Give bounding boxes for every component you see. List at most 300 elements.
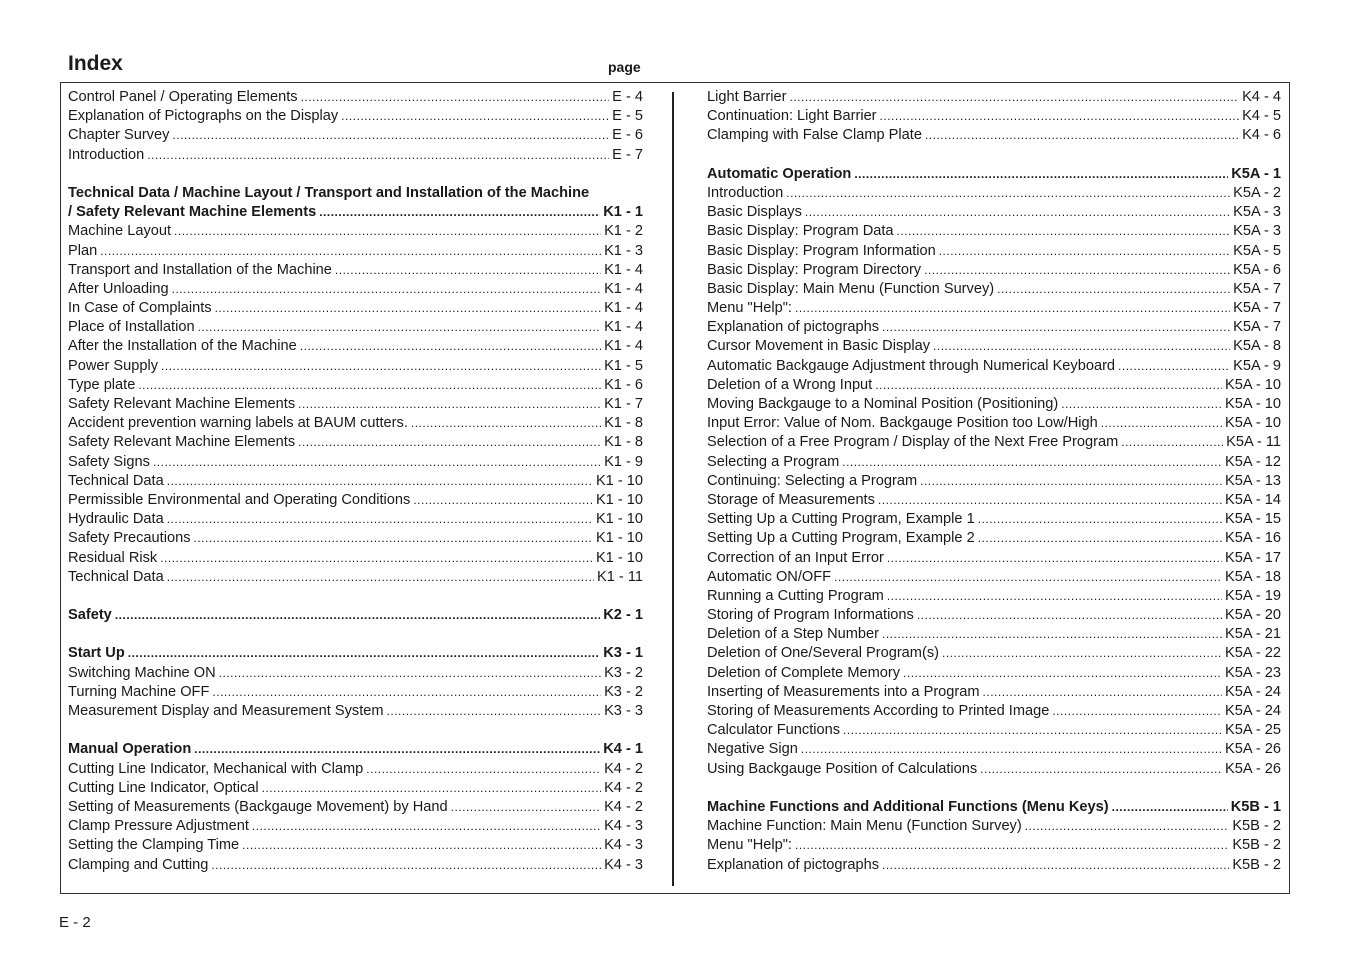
index-entry bbox=[68, 760, 643, 779]
dot-leader bbox=[252, 817, 601, 836]
index-entry bbox=[68, 414, 643, 433]
index-entry bbox=[707, 433, 1281, 452]
index-entry-page: K3 - 2 bbox=[604, 683, 643, 700]
index-entry-page: K5A - 2 bbox=[1233, 184, 1281, 201]
dot-leader bbox=[366, 760, 601, 779]
dot-leader bbox=[100, 242, 601, 261]
dot-leader bbox=[174, 222, 601, 241]
index-entry-page: E - 7 bbox=[612, 146, 643, 163]
index-entry-title: Light Barrier bbox=[707, 89, 787, 105]
dot-leader bbox=[920, 472, 1222, 491]
index-entry-title: Basic Display: Program Information bbox=[707, 242, 936, 259]
dot-leader bbox=[854, 165, 1228, 184]
index-entry-title: Deletion of One/Several Program(s) bbox=[707, 645, 939, 662]
index-entry bbox=[68, 126, 643, 145]
dot-leader bbox=[903, 664, 1222, 683]
dot-leader bbox=[161, 357, 601, 376]
index-entry-title: Basic Display: Program Directory bbox=[707, 261, 922, 278]
index-entry bbox=[707, 664, 1281, 683]
index-entry-page: K1 - 8 bbox=[604, 415, 643, 432]
index-entry-page: K1 - 9 bbox=[604, 453, 643, 470]
index-entry-title: Safety Relevant Machine Elements bbox=[68, 434, 296, 451]
index-entry-page: K1 - 4 bbox=[604, 280, 643, 297]
index-entry bbox=[707, 760, 1281, 779]
dot-leader bbox=[882, 856, 1229, 875]
index-entry bbox=[707, 88, 1281, 107]
dot-leader bbox=[875, 376, 1222, 395]
index-entry-page: E - 6 bbox=[612, 127, 643, 144]
index-entry bbox=[68, 242, 643, 261]
footer-page-number: E - 2 bbox=[59, 914, 91, 931]
index-entry bbox=[68, 798, 643, 817]
index-entry bbox=[707, 395, 1281, 414]
index-entry-title: Start Up bbox=[68, 645, 125, 662]
dot-leader bbox=[980, 760, 1222, 779]
index-entry-title: Moving Backgauge to a Nominal Position (Positioning) bbox=[707, 396, 1059, 412]
index-entry bbox=[707, 472, 1281, 491]
dot-leader bbox=[882, 318, 1230, 337]
index-entry bbox=[707, 280, 1281, 299]
index-entry-page: K1 - 11 bbox=[597, 568, 643, 585]
index-entry-page: K1 - 4 bbox=[604, 261, 643, 278]
index-entry bbox=[707, 184, 1281, 203]
index-entry-page: K5A - 20 bbox=[1225, 607, 1281, 624]
index-entry-title: After the Installation of the Machine bbox=[68, 338, 297, 355]
dot-leader bbox=[795, 299, 1230, 318]
dot-leader bbox=[801, 740, 1222, 759]
dot-leader bbox=[147, 146, 609, 165]
index-entry-title: Turning Machine OFF bbox=[68, 683, 210, 700]
dot-leader bbox=[215, 299, 601, 318]
index-entry-page: K1 - 8 bbox=[604, 434, 643, 451]
dot-leader bbox=[842, 453, 1222, 472]
dot-leader bbox=[219, 664, 601, 683]
index-entry-page: K5A - 26 bbox=[1225, 741, 1281, 758]
dot-leader bbox=[978, 529, 1222, 548]
dot-leader bbox=[198, 318, 602, 337]
dot-leader bbox=[115, 606, 600, 625]
index-entry-page: K1 - 4 bbox=[604, 319, 643, 336]
index-entry-title: Cutting Line Indicator, Optical bbox=[68, 779, 259, 796]
index-entry bbox=[68, 472, 643, 491]
index-entry-page: K5A - 7 bbox=[1233, 300, 1281, 317]
index-entry bbox=[707, 261, 1281, 280]
index-entry bbox=[68, 337, 643, 356]
dot-leader bbox=[887, 587, 1222, 606]
index-entry-title: Measurement Display and Measurement System bbox=[68, 703, 384, 719]
dot-leader bbox=[795, 836, 1229, 855]
index-entry bbox=[707, 299, 1281, 318]
index-entry bbox=[68, 779, 643, 798]
index-entry-page: K2 - 1 bbox=[603, 607, 643, 624]
index-entry bbox=[68, 395, 643, 414]
index-entry-page: K5B - 2 bbox=[1232, 837, 1281, 854]
index-entry-title: Continuation: Light Barrier bbox=[707, 108, 877, 125]
index-entry bbox=[68, 88, 643, 107]
index-entry-title: Continuing: Selecting a Program bbox=[707, 472, 918, 489]
index-entry-page: K1 - 10 bbox=[595, 491, 643, 508]
dot-leader bbox=[212, 683, 601, 702]
dot-leader bbox=[939, 242, 1230, 261]
index-entry-page: K3 - 2 bbox=[604, 664, 643, 681]
index-entry-title: Automatic ON/OFF bbox=[707, 568, 832, 585]
index-entry-page: K4 - 2 bbox=[604, 779, 643, 796]
index-entry bbox=[707, 357, 1281, 376]
index-entry bbox=[68, 510, 643, 529]
index-entry bbox=[707, 702, 1281, 721]
index-entry-page: K5A - 7 bbox=[1233, 319, 1281, 336]
index-entry-title: Machine Function: Main Menu (Function Survey) bbox=[707, 818, 1022, 835]
index-entry-page: K1 - 3 bbox=[604, 242, 643, 259]
index-entry-title: Clamping with False Clamp Plate bbox=[707, 127, 922, 144]
index-right-column bbox=[707, 88, 1281, 875]
index-entry bbox=[707, 606, 1281, 625]
index-entry bbox=[68, 568, 643, 587]
index-entry-title: Explanation of Pictographs on the Display bbox=[68, 108, 339, 125]
index-entry-title: / Safety Relevant Machine Elements bbox=[68, 204, 317, 221]
index-entry-title: Basic Display: Main Menu (Function Survey) bbox=[707, 280, 995, 297]
index-entry-page: K1 - 7 bbox=[604, 396, 643, 412]
index-entry-page: K5B - 2 bbox=[1232, 856, 1281, 873]
index-entry-page: K5A - 8 bbox=[1233, 338, 1281, 355]
index-entry-title: Machine Layout bbox=[68, 223, 172, 240]
dot-leader bbox=[167, 510, 593, 529]
index-entry-page: K5A - 23 bbox=[1225, 664, 1281, 681]
index-entry-title: Input Error: Value of Nom. Backgauge Position too Low/High bbox=[707, 415, 1098, 432]
index-entry-page: K5A - 22 bbox=[1225, 645, 1281, 662]
index-entry bbox=[68, 376, 643, 395]
index-entry bbox=[68, 222, 643, 241]
index-entry-page: K5A - 24 bbox=[1225, 703, 1281, 719]
index-entry-page: K5A - 16 bbox=[1225, 530, 1281, 547]
index-entry-title: Switching Machine ON bbox=[68, 664, 216, 681]
index-entry-title: Hydraulic Data bbox=[68, 511, 164, 528]
index-entry-page: K5A - 25 bbox=[1225, 722, 1281, 739]
dot-leader bbox=[897, 222, 1231, 241]
index-entry-page: K1 - 5 bbox=[604, 357, 643, 374]
index-entry bbox=[68, 664, 643, 683]
index-entry bbox=[707, 318, 1281, 337]
index-entry-page: K5A - 9 bbox=[1233, 357, 1281, 374]
index-entry-page: K1 - 10 bbox=[595, 530, 643, 547]
index-section-heading bbox=[68, 740, 643, 759]
index-entry bbox=[707, 222, 1281, 241]
index-entry-title: Using Backgauge Position of Calculations bbox=[707, 760, 978, 777]
index-entry bbox=[707, 740, 1281, 759]
dot-leader bbox=[301, 88, 610, 107]
dot-leader bbox=[1025, 817, 1230, 836]
index-entry-title: Setting of Measurements (Backgauge Movement) by Hand bbox=[68, 798, 448, 815]
index-entry-title: Power Supply bbox=[68, 357, 159, 374]
index-entry bbox=[68, 491, 643, 510]
index-entry-title: Permissible Environmental and Operating Conditions bbox=[68, 491, 411, 508]
index-entry-title: Safety Relevant Machine Elements bbox=[68, 396, 296, 412]
dot-leader bbox=[1101, 414, 1222, 433]
index-entry-page: K4 - 1 bbox=[603, 741, 643, 758]
dot-leader bbox=[942, 644, 1222, 663]
index-entry-title: Setting Up a Cutting Program, Example 1 bbox=[707, 511, 975, 528]
index-entry-page: K3 - 3 bbox=[604, 703, 643, 719]
index-entry-page: K5A - 19 bbox=[1225, 587, 1281, 604]
index-entry-page: K5A - 7 bbox=[1233, 280, 1281, 297]
index-entry-page: K5A - 26 bbox=[1225, 760, 1281, 777]
index-entry-title: Type plate bbox=[68, 376, 136, 393]
index-entry bbox=[707, 414, 1281, 433]
index-section-heading bbox=[707, 798, 1281, 817]
dot-leader bbox=[300, 337, 601, 356]
index-spacer bbox=[68, 721, 643, 740]
index-entry-title: Negative Sign bbox=[707, 741, 798, 758]
page-column-label: page bbox=[608, 59, 641, 75]
index-entry-title: Machine Functions and Additional Functions (Menu Keys) bbox=[707, 798, 1109, 815]
index-entry-title: Basic Displays bbox=[707, 204, 802, 221]
index-entry-title: Transport and Installation of the Machine bbox=[68, 261, 332, 278]
index-entry bbox=[68, 817, 643, 836]
dot-leader bbox=[924, 261, 1230, 280]
index-entry bbox=[68, 856, 643, 875]
index-entry-title: Clamping and Cutting bbox=[68, 856, 209, 873]
dot-leader bbox=[319, 203, 600, 222]
index-entry-page: K5A - 13 bbox=[1225, 472, 1281, 489]
index-entry bbox=[707, 625, 1281, 644]
index-entry-page: K5A - 3 bbox=[1233, 223, 1281, 240]
dot-leader bbox=[997, 280, 1230, 299]
index-section-heading bbox=[707, 165, 1281, 184]
dot-leader bbox=[387, 702, 602, 721]
index-entry bbox=[707, 721, 1281, 740]
index-entry-page: E - 5 bbox=[612, 108, 643, 125]
index-entry-page: K1 - 6 bbox=[604, 376, 643, 393]
index-entry bbox=[68, 299, 643, 318]
index-entry bbox=[707, 836, 1281, 855]
index-spacer bbox=[707, 146, 1281, 165]
index-entry-title: Selection of a Free Program / Display of the Next Free Program bbox=[707, 434, 1119, 451]
dot-leader bbox=[172, 126, 609, 145]
index-entry bbox=[707, 587, 1281, 606]
index-entry bbox=[707, 453, 1281, 472]
index-entry-page: K5A - 12 bbox=[1225, 453, 1281, 470]
index-entry-title: Menu "Help": bbox=[707, 300, 792, 317]
dot-leader bbox=[786, 184, 1230, 203]
index-entry-title: Clamp Pressure Adjustment bbox=[68, 818, 249, 835]
dot-leader bbox=[128, 644, 600, 663]
dot-leader bbox=[153, 453, 601, 472]
index-entry-title: Safety Signs bbox=[68, 453, 150, 470]
index-entry-title: Place of Installation bbox=[68, 319, 195, 336]
index-entry-title: Explanation of pictographs bbox=[707, 319, 879, 336]
index-entry-title: Chapter Survey bbox=[68, 127, 170, 144]
index-entry bbox=[68, 683, 643, 702]
index-entry bbox=[68, 453, 643, 472]
index-entry-page: K5A - 18 bbox=[1225, 568, 1281, 585]
index-entry-title: Basic Display: Program Data bbox=[707, 223, 894, 240]
index-entry-title: Automatic Operation bbox=[707, 165, 852, 182]
dot-leader bbox=[1118, 357, 1230, 376]
dot-leader bbox=[805, 203, 1230, 222]
index-entry-title: Correction of an Input Error bbox=[707, 549, 884, 566]
index-section-heading bbox=[68, 606, 643, 625]
index-entry bbox=[707, 242, 1281, 261]
index-entry bbox=[707, 644, 1281, 663]
index-entry bbox=[68, 107, 643, 126]
index-entry-page: K5A - 10 bbox=[1225, 376, 1281, 393]
index-section-heading bbox=[68, 184, 643, 203]
index-entry-title: Residual Risk bbox=[68, 549, 158, 566]
index-entry-title: Cutting Line Indicator, Mechanical with Clamp bbox=[68, 760, 364, 777]
index-entry bbox=[68, 702, 643, 721]
dot-leader bbox=[983, 683, 1222, 702]
index-entry-page: K4 - 2 bbox=[604, 798, 643, 815]
dot-leader bbox=[160, 549, 593, 568]
dot-leader bbox=[933, 337, 1230, 356]
dot-leader bbox=[341, 107, 609, 126]
index-entry-page: K3 - 1 bbox=[603, 645, 643, 662]
index-entry bbox=[707, 529, 1281, 548]
index-entry-page: K1 - 4 bbox=[604, 300, 643, 317]
index-entry-page: K4 - 3 bbox=[604, 837, 643, 854]
index-entry-title: Inserting of Measurements into a Program bbox=[707, 683, 980, 700]
dot-leader bbox=[1121, 433, 1223, 452]
index-entry-page: K5A - 14 bbox=[1225, 491, 1281, 508]
index-entry-title: Running a Cutting Program bbox=[707, 587, 884, 604]
index-entry-title: Deletion of a Wrong Input bbox=[707, 376, 873, 393]
index-entry-page: K4 - 6 bbox=[1242, 127, 1281, 144]
index-entry-title: Setting the Clamping Time bbox=[68, 837, 240, 854]
index-entry-title: Deletion of Complete Memory bbox=[707, 664, 901, 681]
index-entry-title: Technical Data bbox=[68, 472, 164, 489]
index-entry-title: Manual Operation bbox=[68, 741, 192, 758]
index-entry-page: E - 4 bbox=[612, 89, 643, 105]
dot-leader bbox=[298, 395, 601, 414]
index-entry bbox=[707, 376, 1281, 395]
index-entry-title: Safety bbox=[68, 607, 112, 624]
index-entry-title: Deletion of a Step Number bbox=[707, 626, 879, 643]
index-entry-title: Accident prevention warning labels at BAUM cutters. bbox=[68, 415, 408, 432]
column-divider bbox=[672, 92, 674, 886]
index-entry-page: K1 - 10 bbox=[595, 472, 643, 489]
index-entry-page: K5A - 1 bbox=[1231, 165, 1281, 182]
index-entry-title: Menu "Help": bbox=[707, 837, 792, 854]
dot-leader bbox=[880, 107, 1240, 126]
index-spacer bbox=[68, 587, 643, 606]
index-entry-page: K5A - 21 bbox=[1225, 626, 1281, 643]
index-entry-page: K5A - 24 bbox=[1225, 683, 1281, 700]
index-entry-page: K1 - 10 bbox=[595, 549, 643, 566]
dot-leader bbox=[790, 88, 1240, 107]
index-entry bbox=[68, 261, 643, 280]
index-spacer bbox=[707, 779, 1281, 798]
index-entry-title: Introduction bbox=[68, 146, 145, 163]
index-entry-page: K5A - 3 bbox=[1233, 204, 1281, 221]
dot-leader bbox=[411, 414, 601, 433]
index-entry-page: K1 - 10 bbox=[595, 511, 643, 528]
dot-leader bbox=[413, 491, 593, 510]
index-entry bbox=[68, 318, 643, 337]
dot-leader bbox=[878, 491, 1222, 510]
index-entry-title: Plan bbox=[68, 242, 98, 259]
index-entry-page: K5B - 1 bbox=[1230, 798, 1281, 815]
dot-leader bbox=[172, 280, 601, 299]
dot-leader bbox=[834, 568, 1222, 587]
dot-leader bbox=[925, 126, 1239, 145]
index-spacer bbox=[68, 625, 643, 644]
dot-leader bbox=[298, 433, 601, 452]
index-entry-title: Explanation of pictographs bbox=[707, 856, 879, 873]
index-entry-title: Calculator Functions bbox=[707, 722, 841, 739]
index-entry-page: K1 - 4 bbox=[604, 338, 643, 355]
index-entry-page: K4 - 4 bbox=[1242, 89, 1281, 105]
dot-leader bbox=[843, 721, 1222, 740]
index-entry-title: Technical Data bbox=[68, 568, 164, 585]
index-section-heading bbox=[68, 644, 643, 663]
index-entry-page: K4 - 3 bbox=[604, 818, 643, 835]
page-title: Index bbox=[68, 52, 123, 75]
dot-leader bbox=[917, 606, 1222, 625]
index-spacer bbox=[68, 165, 643, 184]
index-entry-title: After Unloading bbox=[68, 280, 169, 297]
dot-leader bbox=[978, 510, 1222, 529]
dot-leader bbox=[882, 625, 1222, 644]
index-entry-page: K5A - 15 bbox=[1225, 511, 1281, 528]
index-entry-title: Setting Up a Cutting Program, Example 2 bbox=[707, 530, 975, 547]
index-entry bbox=[68, 280, 643, 299]
dot-leader bbox=[211, 856, 601, 875]
index-entry-title: Storing of Measurements According to Printed Image bbox=[707, 703, 1050, 719]
dot-leader bbox=[242, 836, 601, 855]
index-entry-page: K4 - 5 bbox=[1242, 108, 1281, 125]
index-entry-title: Storage of Measurements bbox=[707, 491, 875, 508]
index-entry-title: Cursor Movement in Basic Display bbox=[707, 338, 931, 355]
index-entry-title: Safety Precautions bbox=[68, 530, 191, 547]
dot-leader bbox=[167, 568, 594, 587]
index-entry bbox=[68, 146, 643, 165]
index-entry bbox=[707, 549, 1281, 568]
dot-leader bbox=[138, 376, 601, 395]
index-entry-page: K1 - 2 bbox=[604, 223, 643, 240]
index-entry-page: K5A - 6 bbox=[1233, 261, 1281, 278]
index-entry bbox=[707, 683, 1281, 702]
dot-leader bbox=[167, 472, 593, 491]
index-entry bbox=[707, 491, 1281, 510]
dot-leader bbox=[262, 779, 601, 798]
index-entry bbox=[68, 433, 643, 452]
index-entry-page: K4 - 2 bbox=[604, 760, 643, 777]
index-entry-page: K5A - 11 bbox=[1226, 434, 1281, 451]
dot-leader bbox=[1052, 702, 1222, 721]
index-entry-page: K5B - 2 bbox=[1232, 818, 1281, 835]
index-section-heading bbox=[68, 203, 643, 222]
dot-leader bbox=[194, 740, 600, 759]
dot-leader bbox=[1112, 798, 1228, 817]
dot-leader bbox=[194, 529, 593, 548]
dot-leader bbox=[1061, 395, 1222, 414]
index-entry bbox=[707, 568, 1281, 587]
index-entry bbox=[707, 817, 1281, 836]
index-entry bbox=[707, 510, 1281, 529]
dot-leader bbox=[887, 549, 1222, 568]
index-entry-title: Technical Data / Machine Layout / Transport and Installation of the Machine bbox=[68, 184, 590, 201]
index-entry-page: K5A - 10 bbox=[1225, 415, 1281, 432]
index-entry-page: K1 - 1 bbox=[603, 204, 643, 221]
index-entry-title: Selecting a Program bbox=[707, 453, 840, 470]
dot-leader bbox=[451, 798, 601, 817]
index-entry-title: Introduction bbox=[707, 184, 784, 201]
index-entry bbox=[707, 126, 1281, 145]
index-entry bbox=[707, 337, 1281, 356]
index-entry bbox=[707, 203, 1281, 222]
index-entry bbox=[68, 836, 643, 855]
index-entry bbox=[707, 107, 1281, 126]
